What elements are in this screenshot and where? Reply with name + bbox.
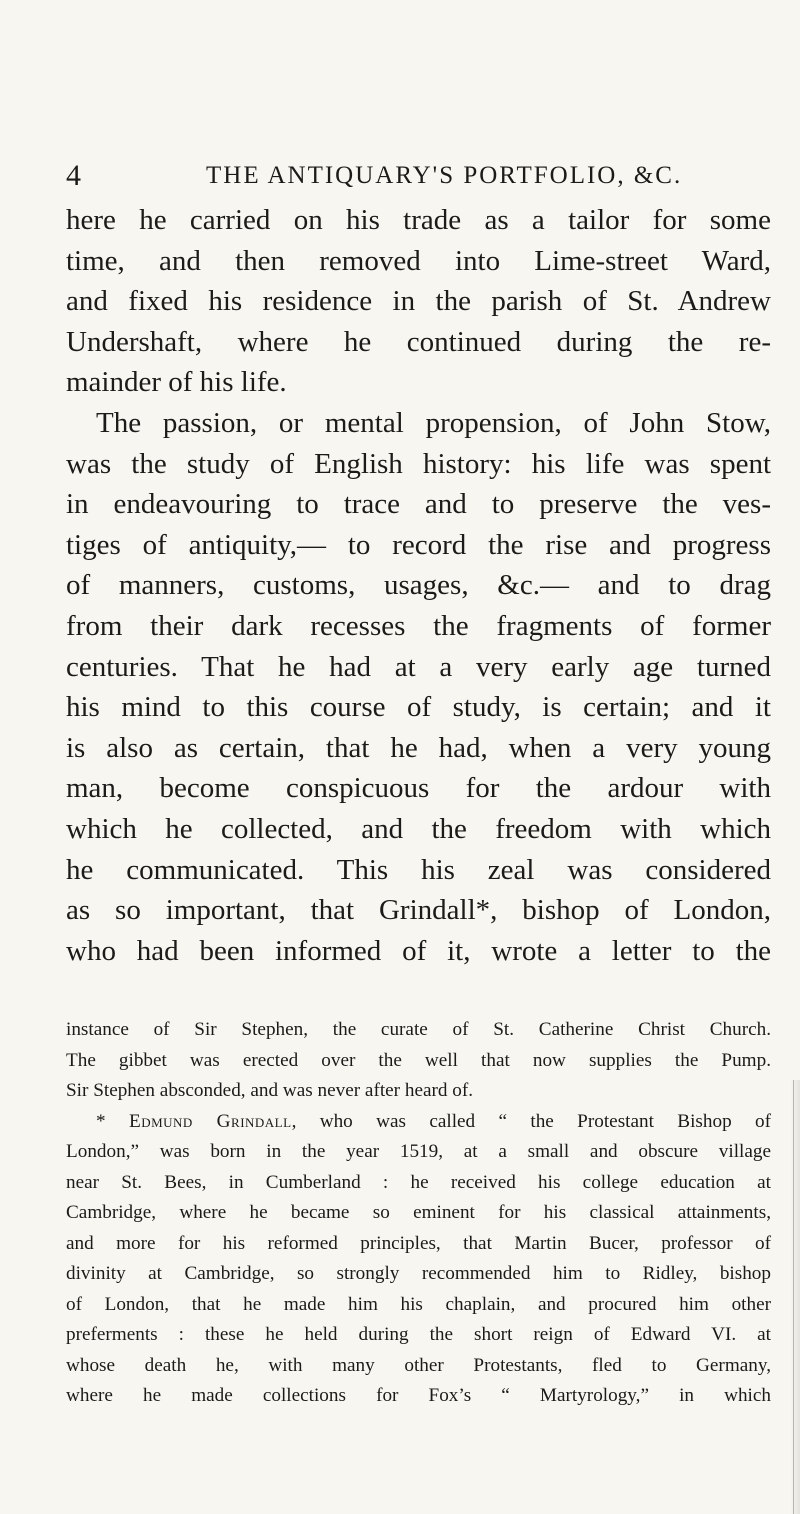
footnotes [66, 1015, 771, 1412]
footnote-text: , who was called “ the Protestant Bishop of [291, 1110, 772, 1132]
text-line: is also as certain, that he had, when a very young [66, 731, 771, 764]
footnote-line: The gibbet was erected over the well that now supplies the Pump. [66, 1049, 771, 1071]
page-edge-line [793, 1080, 794, 1514]
text-line: time, and then removed into Lime-street Ward, [66, 244, 771, 277]
text-line: man, become conspicuous for the ardour with [66, 772, 771, 805]
text-line: and fixed his residence in the parish of St. Andrew [66, 285, 771, 318]
footnote-name: Edmund Grindall [128, 1110, 292, 1132]
text-line: his mind to this course of study, is certain; and it [66, 691, 771, 724]
footnote-line: Sir Stephen absconded, and was never after heard of. [66, 1080, 474, 1101]
footnote-grindall-first-line [66, 1107, 771, 1138]
footnote-marker: * [96, 1110, 129, 1132]
text-line: from their dark recesses the fragments of former [66, 609, 771, 642]
text-line: mainder of his life. [66, 366, 287, 399]
running-head [66, 158, 771, 194]
text-line: here he carried on his trade as a tailor for some [66, 204, 771, 236]
text-line: centuries. That he had at a very early age turned [66, 650, 771, 683]
text-line: as so important, that Grindall*, bishop of London, [66, 894, 771, 927]
footnote-line: near St. Bees, in Cumberland : he received his college education at [66, 1171, 771, 1193]
footnote-line: instance of Sir Stephen, the curate of St. Catherine Christ Church. [66, 1019, 771, 1040]
main-text [66, 200, 771, 971]
text-line: tiges of antiquity,— to record the rise and progress [66, 528, 771, 561]
footnote-line: where he made collections for Fox’s “ Martyrology,” in which [66, 1385, 771, 1406]
footnote-line: of London, that he made him his chaplain, and procured him other [66, 1293, 771, 1315]
footnote-line: whose death he, with many other Protestants, fled to Germany, [66, 1354, 771, 1376]
text-line: of manners, customs, usages, &c.— and to drag [66, 569, 771, 602]
footnote-line: and more for his reformed principles, that Martin Bucer, professor of [66, 1232, 771, 1254]
text-line: was the study of English history: his life was spent [66, 447, 771, 480]
page-edge-shadow [790, 1080, 800, 1514]
footnote-line: London,” was born in the year 1519, at a small and obscure village [66, 1141, 771, 1162]
text-line: in endeavouring to trace and to preserve the ves- [66, 488, 771, 521]
footnote-line: divinity at Cambridge, so strongly recommended him to Ridley, bishop [66, 1263, 771, 1284]
page-number: 4 [66, 159, 81, 192]
text-line: who had been informed of it, wrote a letter to the [66, 934, 771, 967]
running-head-title: THE ANTIQUARY'S PORTFOLIO, &C. [206, 162, 683, 189]
text-line: The passion, or mental propension, of John Stow, [96, 406, 771, 439]
text-line: he communicated. This his zeal was considered [66, 853, 771, 886]
footnote-line: preferments : these he held during the short reign of Edward VI. at [66, 1324, 771, 1345]
text-line: which he collected, and the freedom with which [66, 812, 771, 845]
footnote-line: Cambridge, where he became so eminent for his classical attainments, [66, 1202, 771, 1223]
text-line: Undershaft, where he continued during the re- [66, 325, 771, 358]
